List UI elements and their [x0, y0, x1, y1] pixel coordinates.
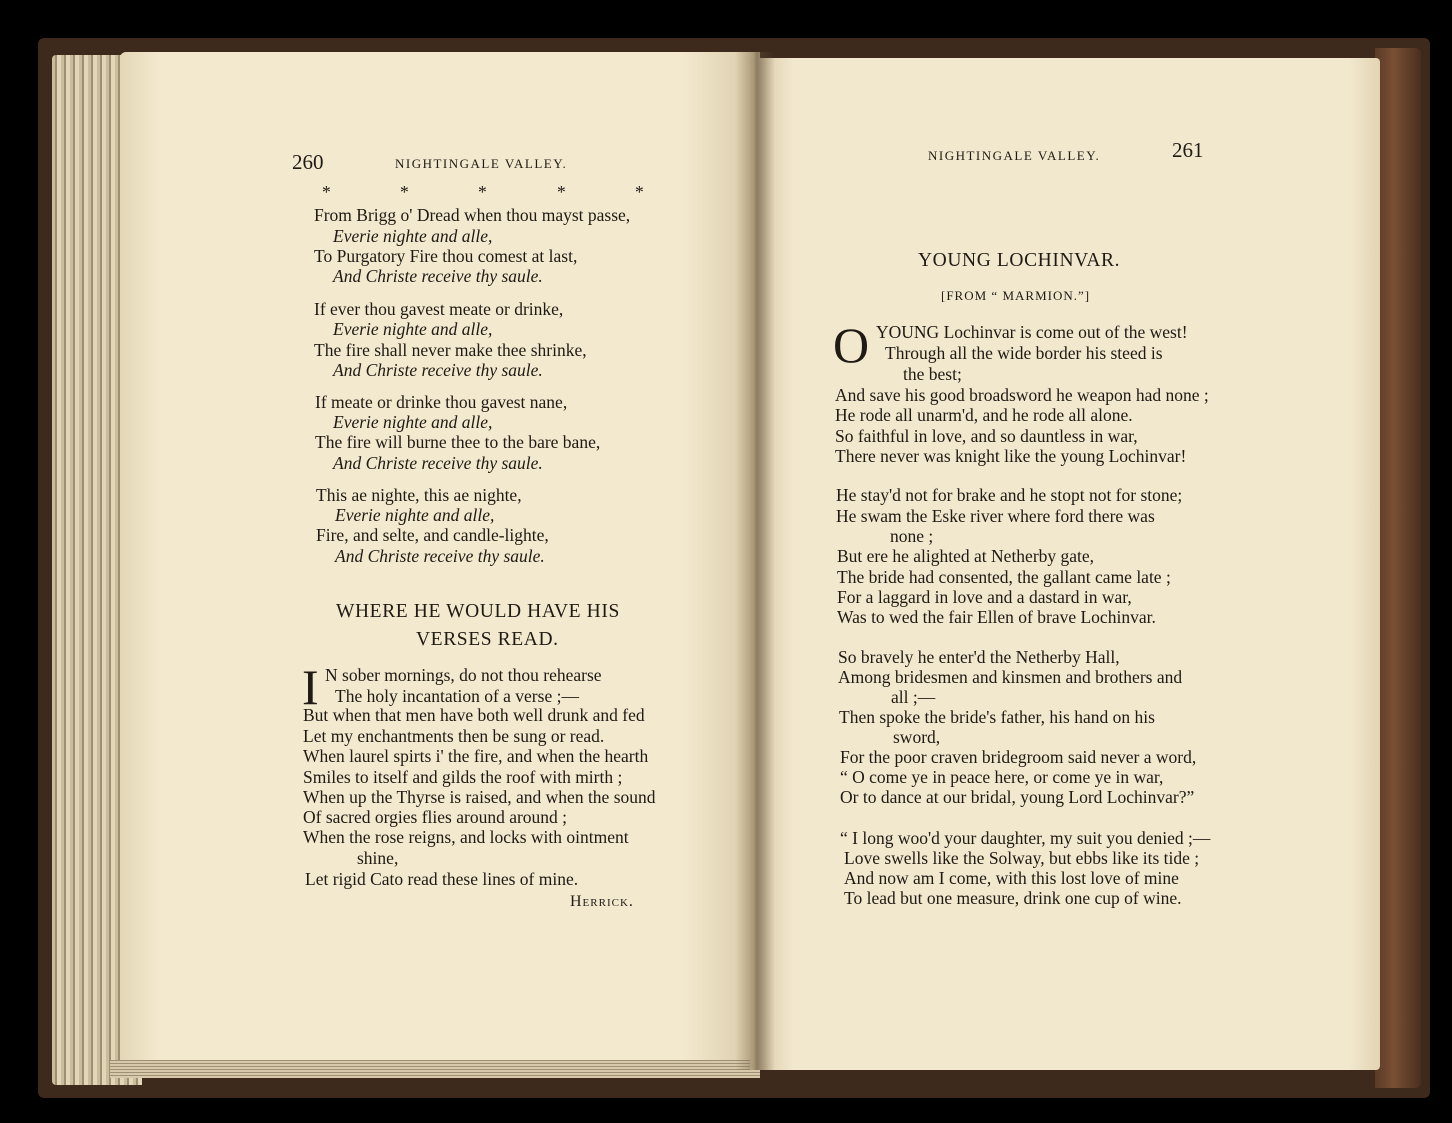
verse-line: sword, [893, 727, 941, 747]
verse-line: If ever thou gavest meate or drinke, [314, 299, 564, 319]
verse-line: Let rigid Cato read these lines of mine. [305, 869, 579, 889]
page-number: 261 [1172, 138, 1204, 162]
verse-line: “ I long woo'd your daughter, my suit you denied ;— [840, 828, 1211, 848]
refrain-line: And Christe receive thy saule. [333, 453, 543, 473]
verse-line: When the rose reigns, and locks with ointment [303, 827, 629, 847]
verse-line: The fire will burne thee to the bare bane, [315, 432, 601, 452]
verse-line: shine, [357, 848, 399, 868]
asterisk: * [478, 182, 487, 202]
verse-line: For a laggard in love and a dastard in war, [837, 587, 1132, 607]
page-number: 260 [292, 150, 324, 174]
verse-line: Let my enchantments then be sung or read. [303, 726, 605, 746]
verse-line: the best; [903, 364, 962, 384]
asterisk: * [400, 182, 409, 202]
verse-line: He stay'd not for brake and he stopt not for stone; [836, 485, 1183, 505]
poem-title: YOUNG LOCHINVAR. [918, 250, 1121, 271]
verse-line: Fire, and selte, and candle-lighte, [316, 525, 549, 545]
refrain-line: Everie nighte and alle, [333, 226, 493, 246]
verse-line: Through all the wide border his steed is [885, 343, 1163, 363]
verse-line: YOUNG Lochinvar is come out of the west! [876, 322, 1188, 342]
verse-line: “ O come ye in peace here, or come ye in war, [840, 767, 1164, 787]
verse-line: For the poor craven bridegroom said never a word, [840, 747, 1197, 767]
verse-line: From Brigg o' Dread when thou mayst passe, [314, 205, 631, 225]
verse-line: none ; [890, 526, 934, 546]
verse-line: So faithful in love, and so dauntless in war, [835, 426, 1138, 446]
verse-line: And now am I come, with this lost love of mine [844, 868, 1179, 888]
verse-line: Love swells like the Solway, but ebbs like its tide ; [844, 848, 1200, 868]
verse-line: Was to wed the fair Ellen of brave Lochinvar. [837, 607, 1156, 627]
asterisk: * [635, 182, 644, 202]
verse-line: If meate or drinke thou gavest nane, [315, 392, 568, 412]
drop-cap: I [302, 659, 319, 715]
running-head: NIGHTINGALE VALLEY. [928, 148, 1101, 163]
verse-line: He swam the Eske river where ford there was [836, 506, 1155, 526]
verse-line: There never was knight like the young Lochinvar! [835, 446, 1187, 466]
verse-line: N sober mornings, do not thou rehearse [325, 665, 602, 685]
poem-source: [FROM “ MARMION.”] [941, 288, 1091, 303]
verse-line: To Purgatory Fire thou comest at last, [314, 246, 578, 266]
verse-line: The holy incantation of a verse ;— [335, 686, 579, 706]
refrain-line: And Christe receive thy saule. [333, 360, 543, 380]
drop-cap: O [833, 317, 870, 373]
refrain-line: Everie nighte and alle, [335, 505, 495, 525]
verse-line: Smiles to itself and gilds the roof with mirth ; [303, 767, 623, 787]
asterisk: * [322, 182, 331, 202]
verse-line: The bride had consented, the gallant came late ; [837, 567, 1171, 587]
refrain-line: And Christe receive thy saule. [335, 546, 545, 566]
verse-line: He rode all unarm'd, and he rode all alone. [835, 405, 1133, 425]
verse-line: Or to dance at our bridal, young Lord Lochinvar?” [840, 787, 1195, 807]
page-stack-bottom [110, 1060, 760, 1078]
gutter [735, 52, 775, 1070]
verse-line: So bravely he enter'd the Netherby Hall, [838, 647, 1120, 667]
verse-line: When up the Thyrse is raised, and when the sound [303, 787, 656, 807]
verse-line: all ;— [891, 687, 936, 707]
refrain-line: Everie nighte and alle, [333, 412, 493, 432]
asterisk: * [557, 182, 566, 202]
verse-line: To lead but one measure, drink one cup of wine. [844, 888, 1182, 908]
refrain-line: Everie nighte and alle, [333, 319, 493, 339]
poem-title: WHERE HE WOULD HAVE HIS [336, 601, 620, 622]
verse-line: The fire shall never make thee shrinke, [314, 340, 587, 360]
running-head: NIGHTINGALE VALLEY. [395, 156, 568, 171]
verse-line: This ae nighte, this ae nighte, [316, 485, 522, 505]
verse-line: Then spoke the bride's father, his hand on his [839, 707, 1155, 727]
verse-line: When laurel spirts i' the fire, and when the hearth [303, 746, 649, 766]
verse-line: But ere he alighted at Netherby gate, [837, 546, 1095, 566]
refrain-line: And Christe receive thy saule. [333, 266, 543, 286]
verse-line: Of sacred orgies flies around around ; [303, 807, 568, 827]
poem-title: VERSES READ. [416, 629, 559, 650]
verse-line: And save his good broadsword he weapon had none ; [835, 385, 1209, 405]
author-signature: Herrick. [570, 893, 634, 910]
verse-line: But when that men have both well drunk and fed [303, 705, 645, 725]
verse-line: Among bridesmen and kinsmen and brothers and [838, 667, 1183, 687]
book-spine-edge [1375, 48, 1421, 1088]
